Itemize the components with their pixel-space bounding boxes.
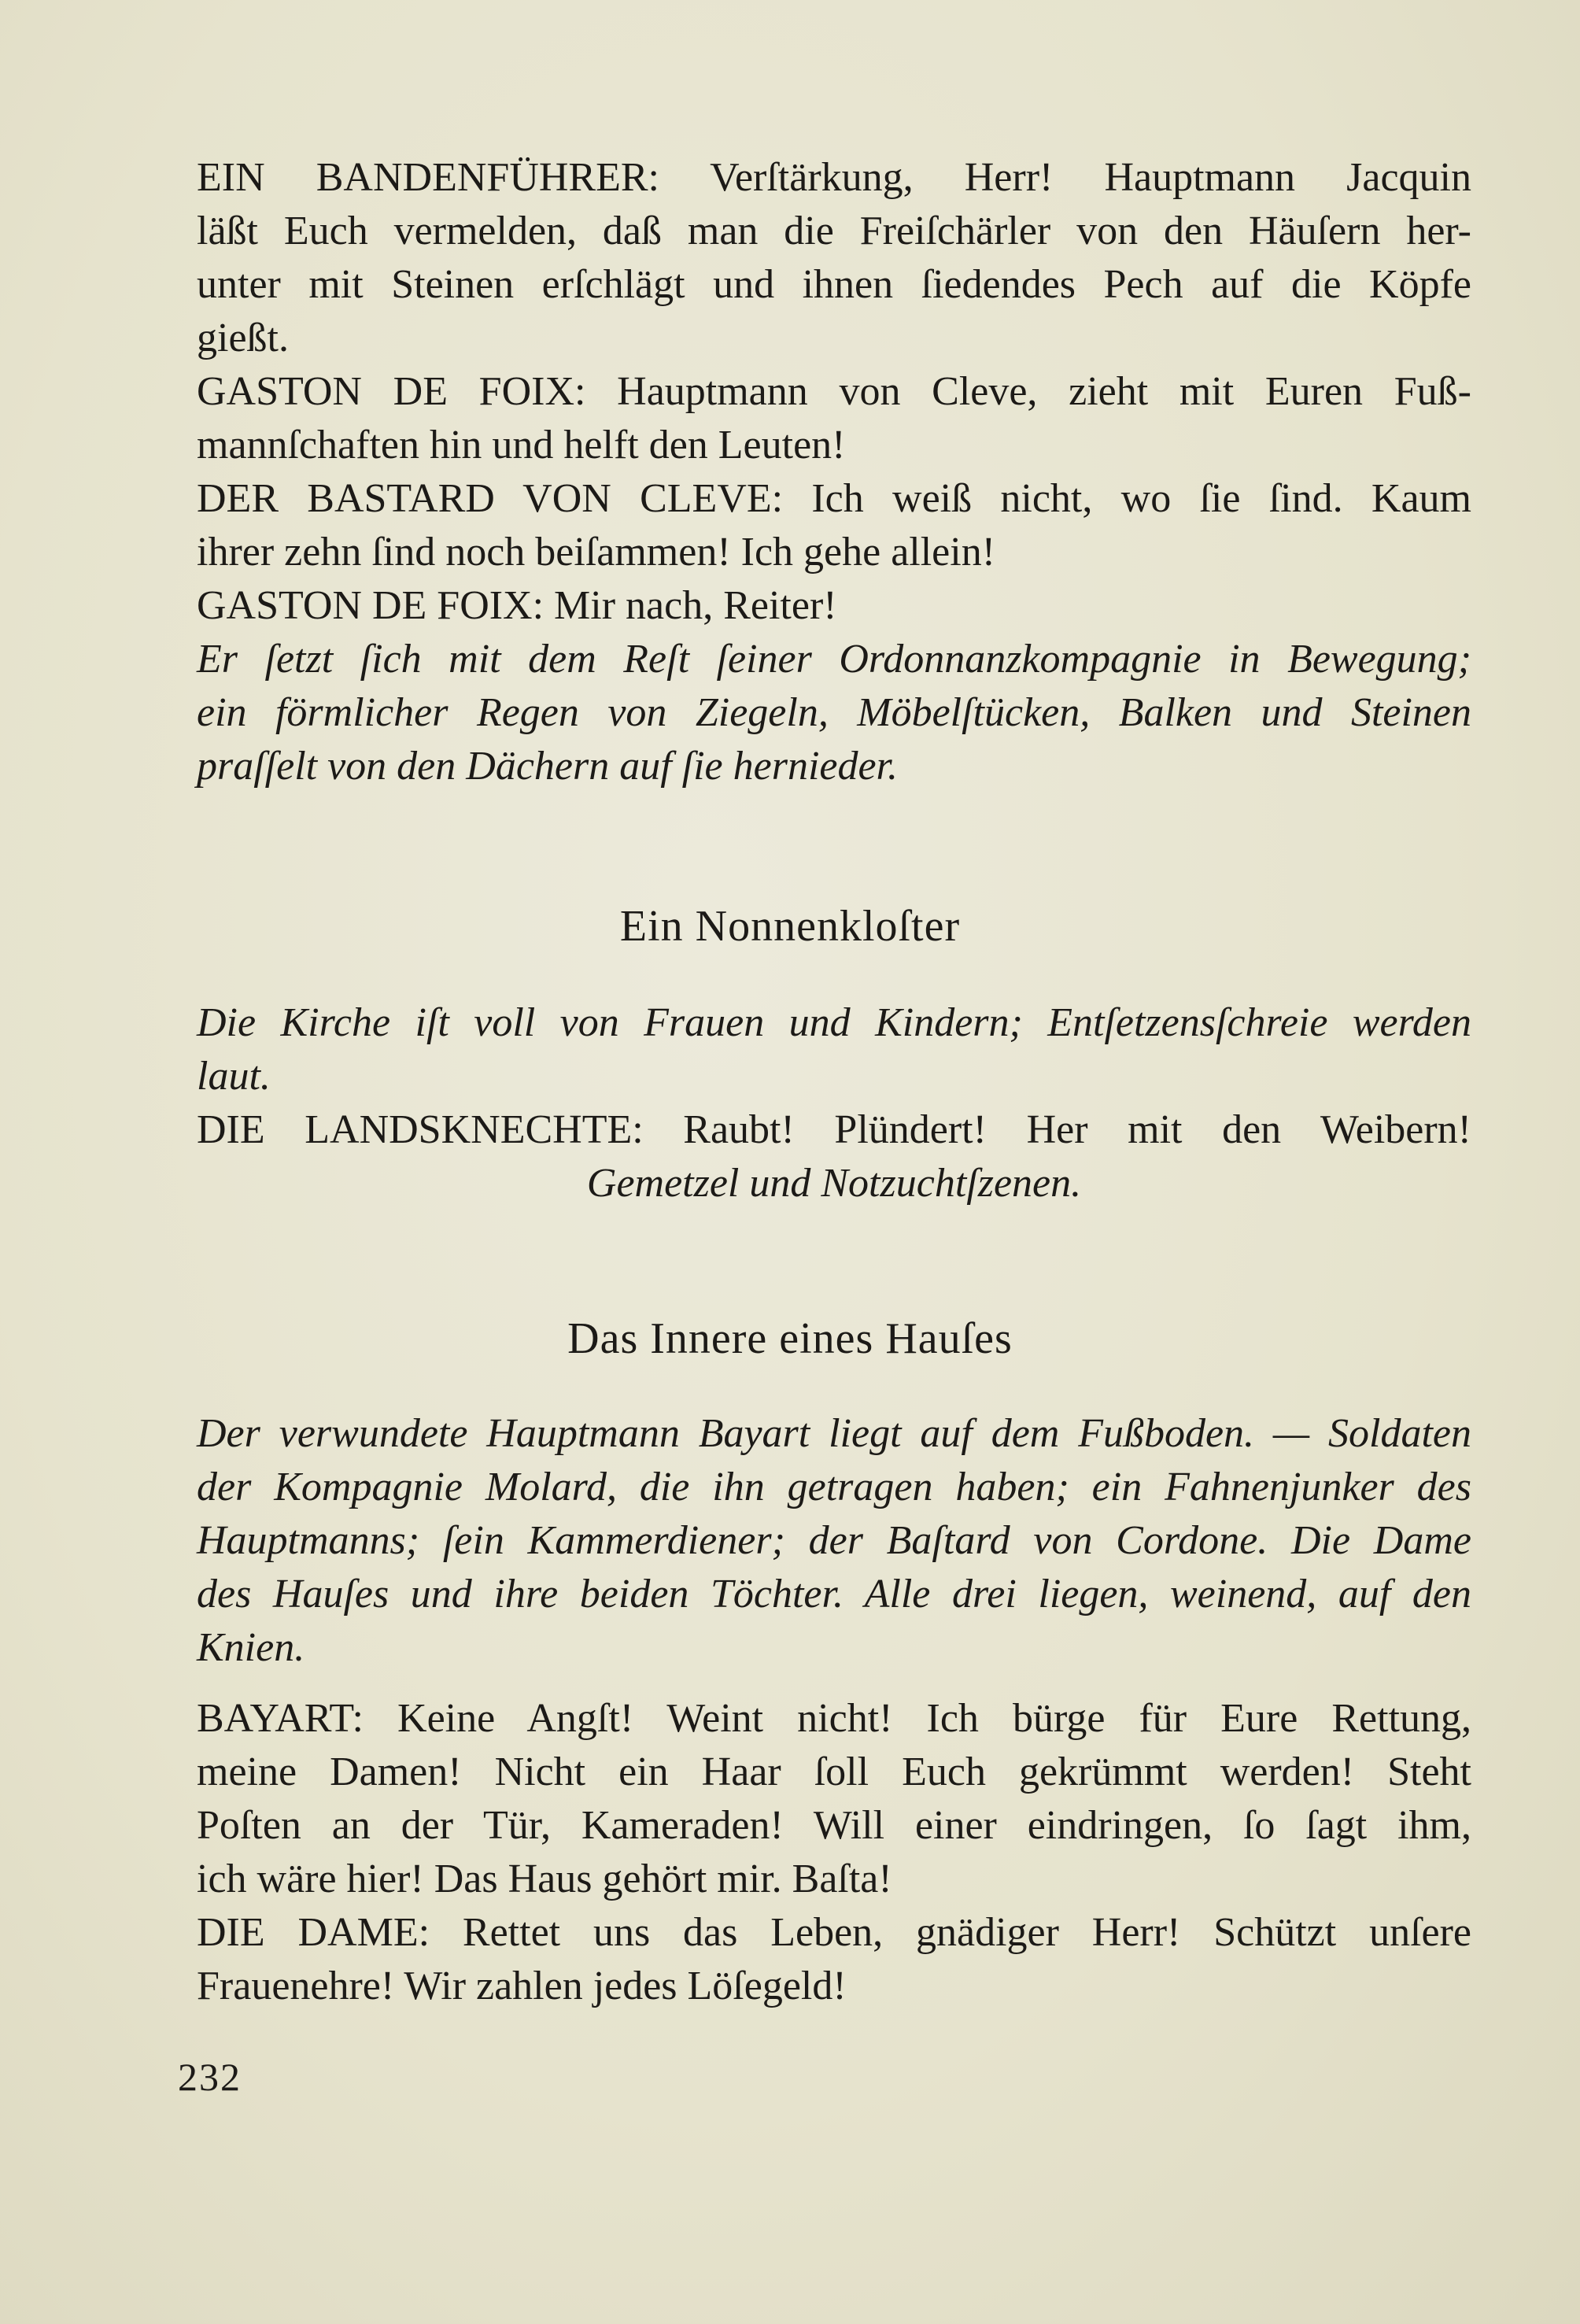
stage-direction-line: Hauptmanns; ſein Kammerdiener; der Baſtard von Cordone. Die Dame [197,1518,1471,1563]
stage-direction-line: Gemetzel und Notzuchtſzenen. [586,1161,1082,1206]
stage-direction-line: praſſelt von den Dächern auf ſie hernieder. [197,744,899,789]
text-line: ihrer zehn ſind noch beiſammen! Ich gehe allein! [197,530,996,575]
text-line: mannſchaften hin und helft den Leuten! [197,423,846,467]
stage-direction-line: Der verwundete Hauptmann Bayart liegt auf dem Fußboden. — Soldaten [197,1411,1471,1456]
text-line: Frauenehre! Wir zahlen jedes Löſegeld! [197,1964,847,2008]
text-line: gießt. [197,316,289,360]
scene3-text [197,1407,1471,1675]
scene2-text [197,996,1471,1210]
scene3-dialogue [197,1692,1471,2013]
stage-direction-line: der Kompagnie Molard, die ihn getragen haben; ein Fahnenjunker des [197,1465,1471,1509]
text-line: ich wäre hier! Das Haus gehört mir. Baſta! [197,1857,892,1901]
text-line: GASTON DE FOIX: Mir nach, Reiter! [197,583,837,628]
page-number: 232 [178,2055,242,2099]
text-line: BAYART: Keine Angſt! Weint nicht! Ich bürge für Eure Rettung, [197,1696,1471,1741]
text-line: DIE DAME: Rettet uns das Leben, gnädiger Herr! Schützt unſere [197,1910,1471,1955]
text-line: läßt Euch vermelden, daß man die Freiſchärler von den Häuſern her- [197,209,1471,253]
text-line: EIN BANDENFÜHRER: Verſtärkung, Herr! Hauptmann Jacquin [197,155,1471,200]
stage-direction-line: laut. [197,1054,271,1099]
scene-heading: Ein Nonnenkloſter [619,902,961,951]
stage-direction-line: Die Kirche iſt voll von Frauen und Kindern; Entſetzensſchreie werden [197,1000,1471,1045]
text-line: unter mit Steinen erſchlägt und ihnen ſiedendes Pech auf die Köpfe [197,262,1471,307]
stage-direction-line: Er ſetzt ſich mit dem Reſt ſeiner Ordonnanzkompagnie in Bewegung; [197,637,1471,682]
scene-heading: Das Innere eines Hauſes [567,1314,1013,1363]
text-line: DER BASTARD VON CLEVE: Ich weiß nicht, wo ſie ſind. Kaum [197,476,1471,521]
stage-direction-line: Knien. [197,1625,305,1670]
scene1-text [197,151,1471,793]
text-line: Poſten an der Tür, Kameraden! Will einer eindringen, ſo ſagt ihm, [197,1803,1471,1848]
stage-direction-line: des Hauſes und ihre beiden Töchter. Alle drei liegen, weinend, auf den [197,1572,1471,1616]
text-line: GASTON DE FOIX: Hauptmann von Cleve, zieht mit Euren Fuß- [197,369,1471,414]
text-line: meine Damen! Nicht ein Haar ſoll Euch gekrümmt werden! Steht [197,1749,1471,1794]
stage-direction-line: ein förmlicher Regen von Ziegeln, Möbelſtücken, Balken und Steinen [197,690,1471,735]
text-line: DIE LANDSKNECHTE: Raubt! Plündert! Her mit den Weibern! [197,1107,1471,1152]
